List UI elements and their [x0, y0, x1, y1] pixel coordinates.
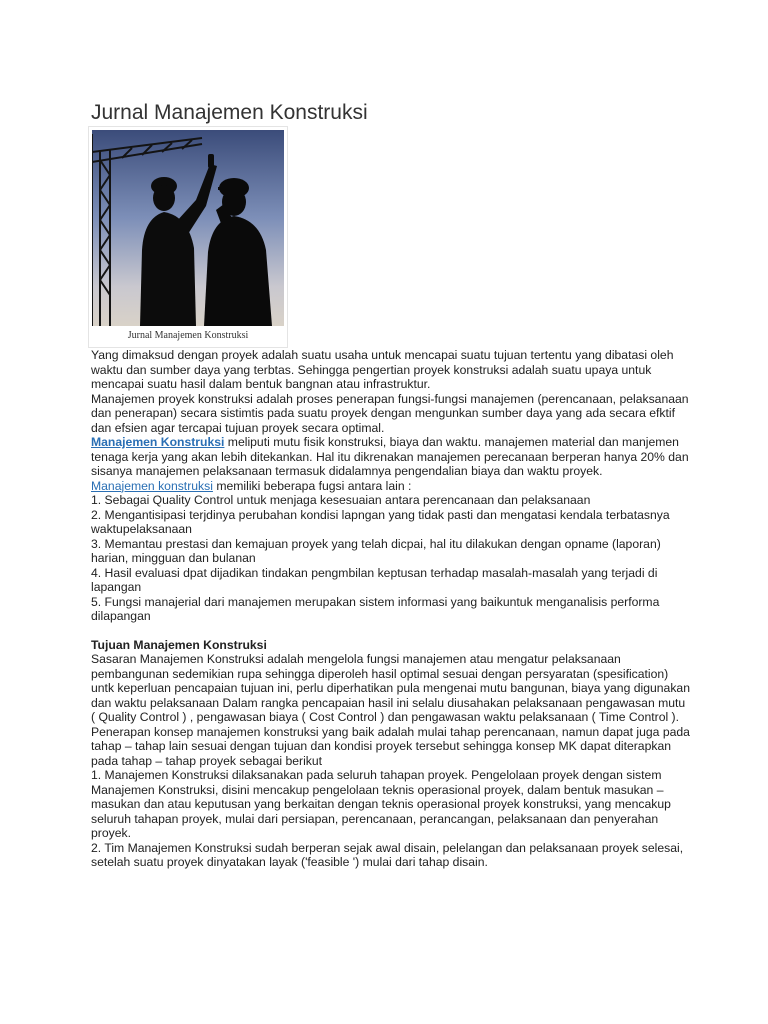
link-manajemen-konstruksi-2[interactable]: Manajemen konstruksi: [91, 478, 213, 493]
paragraph-proyek: Yang dimaksud dengan proyek adalah suatu usaha untuk mencapai suatu tujuan tertentu yang dibatasi oleh waktu dan sumber daya yang terbtas. Sehingga pengertian proyek konstruksi adalah suatu upaya untuk mencapai suatu hasil dalam bentuk bangnan atau infrastruktur.: [91, 348, 674, 391]
list-item: 3. Memantau prestasi dan kemajuan proyek yang telah dicpai, hal itu dilakukan dengan opname (laporan) harian, mingguan dan bulanan: [91, 536, 661, 565]
list-item: 1. Manajemen Konstruksi dilaksanakan pada seluruh tahapan proyek. Pengelolaan proyek dengan sistem Manajemen Konstruksi, disini mencakup pengelolaan teknis operasional proyek, dalam bentuk masukan – masukan dan atau keputusan yang berkaitan dengan teknis operasional proyek konstruksi, yang mencakup seluruh tahapan proyek, mulai dari persiapan, perencanaan, perancangan, pelaksanaan dan penyerahan proyek.: [91, 768, 671, 840]
figure-caption: Jurnal Manajemen Konstruksi: [127, 330, 249, 341]
list-item: 2. Tim Manajemen Konstruksi sudah berperan sejak awal disain, pelelangan dan pelaksanaan proyek selesai, setelah suatu proyek dinyatakan layak ('feasible ') mulai dari tahap disain.: [91, 840, 684, 869]
paragraph-fungsi-intro: [91, 479, 691, 494]
list-item: 4. Hasil evaluasi dpat dijadikan tindakan pengmbilan keptusan terhadap masalah-masalah yang terjadi di lapangan: [91, 565, 658, 594]
link-manajemen-konstruksi[interactable]: Manajemen Konstruksi: [91, 435, 225, 449]
page-title: Jurnal Manajemen Konstruksi: [91, 101, 368, 124]
list-item: 1. Sebagai Quality Control untuk menjaga kesesuaian antara perencanaan dan pelaksanaan: [91, 493, 591, 507]
paragraph-mutu-text: meliputi mutu fisik konstruksi, biaya dan waktu. manajemen material dan manjemen tenaga kerja yang akan lebih ditekankan. Hal itu dikrenakan manajemen perecanaan berperan hanya 20% dan sisanya manajemen pelaksanaan termasuk didalamnya pengendalian biaya dan waktu proyek.: [91, 435, 689, 478]
article-body: [91, 348, 691, 870]
list-item: 5. Fungsi manajerial dari manajemen merupakan sistem informasi yang baikuntuk menganalisis performa dilapangan: [91, 594, 660, 623]
list-item: 2. Mengantisipasi terjdinya perubahan kondisi lapngan yang tidak pasti dan mengatasi kendala terbatasnya waktupelaksanaan: [91, 507, 670, 536]
section-heading: Tujuan Manajemen Konstruksi: [91, 637, 267, 652]
paragraph-manajemen-proyek: Manajemen proyek konstruksi adalah proses penerapan fungsi-fungsi manajemen (perencanaan, pelaksanaan dan penerapan) secara sistimtis pada suatu proyek dengan mengunkan sumber daya yang ada secara efktif dan efsien agar tercapai tujuan proyek secara optimal.: [91, 391, 689, 435]
paragraph-penerapan: Penerapan konsep manajemen konstruksi yang baik adalah mulai tahap perencanaan, namun dapat juga pada tahap – tahap lain sesuai dengan tujuan dan kondisi proyek tersebut sehingga konsep MK dapat diterapkan pada tahap – tahap proyek sebagai berikut: [91, 724, 690, 768]
paragraph-sasaran: Sasaran Manajemen Konstruksi adalah mengelola fungsi manajemen atau mengatur pelaksanaan pembangunan sedemikian rupa sehingga diperoleh hasil optimal sesuai dengan persyaratan (spesification) untk keperluan pencapaian tujuan ini, perlu diperhatikan pula mengenai mutu bangunan, biaya yang digunakan dan waktu pelaksanaan Dalam rangka pencapaian hasil ini selalu diusahakan pelaksanaan pengawasan mutu ( Quality Control ) , pengawasan biaya ( Cost Control ) dan pengawasan waktu pelaksanaan ( Time Control ).: [91, 652, 690, 724]
paragraph-mutu: [91, 435, 691, 479]
article-figure: [88, 126, 288, 348]
paragraph-fungsi-intro-text: memiliki beberapa fugsi antara lain :: [212, 478, 412, 493]
construction-workers-image: [92, 130, 284, 326]
